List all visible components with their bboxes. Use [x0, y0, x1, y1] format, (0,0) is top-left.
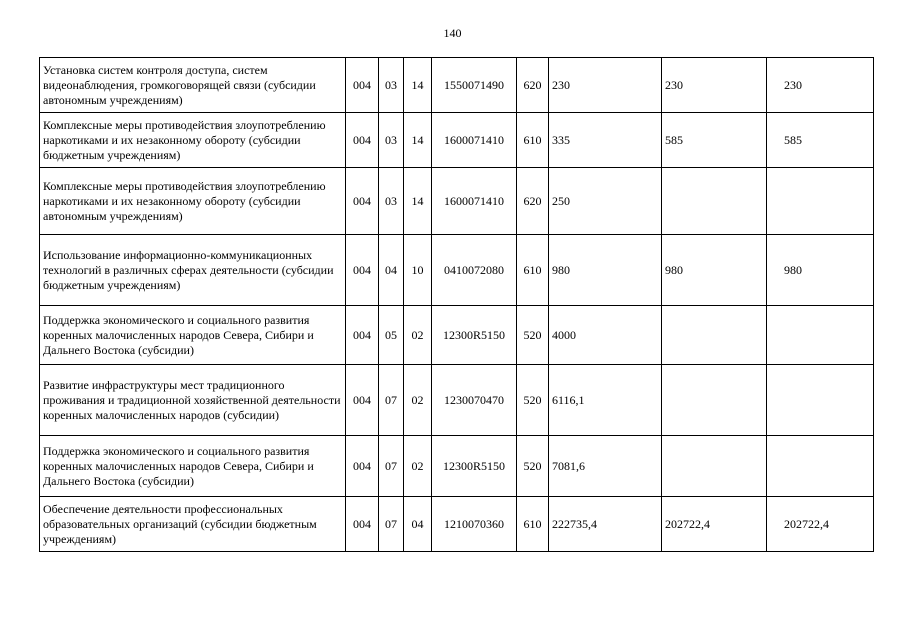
- sum-year-3: 202722,4: [767, 497, 874, 552]
- ministry-code: 004: [346, 58, 379, 113]
- sum-year-2: 585: [662, 113, 767, 168]
- target-article-code: 1600071410: [432, 113, 517, 168]
- table-row: [40, 497, 874, 552]
- ministry-code: 004: [346, 497, 379, 552]
- ministry-code: 004: [346, 365, 379, 436]
- section-code: 03: [379, 168, 404, 235]
- sum-year-2: [662, 168, 767, 235]
- expense-type-code: 520: [517, 365, 549, 436]
- expense-type-code: 620: [517, 168, 549, 235]
- row-name: Обеспечение деятельности профессиональных образовательных организаций (субсидии бюджетным учреждениям): [40, 497, 346, 552]
- expense-type-code: 610: [517, 235, 549, 306]
- section-code: 07: [379, 365, 404, 436]
- ministry-code: 004: [346, 235, 379, 306]
- target-article-code: 12300R5150: [432, 306, 517, 365]
- target-article-code: 1550071490: [432, 58, 517, 113]
- table-row: [40, 168, 874, 235]
- section-code: 07: [379, 436, 404, 497]
- table-body: [40, 58, 874, 552]
- target-article-code: 1600071410: [432, 168, 517, 235]
- expense-type-code: 620: [517, 58, 549, 113]
- target-article-code: 12300R5150: [432, 436, 517, 497]
- row-name: Развитие инфраструктуры мест традиционного проживания и традиционной хозяйственной деятельности коренных малочисленных народов (субсидии): [40, 365, 346, 436]
- table-row: [40, 235, 874, 306]
- row-name: Комплексные меры противодействия злоупотреблению наркотиками и их незаконному обороту (субсидии бюджетным учреждениям): [40, 113, 346, 168]
- target-article-code: 1210070360: [432, 497, 517, 552]
- table-row: [40, 113, 874, 168]
- sum-year-3: 585: [767, 113, 874, 168]
- sum-year-1: 4000: [549, 306, 662, 365]
- row-name: Комплексные меры противодействия злоупотреблению наркотиками и их незаконному обороту (субсидии автономным учреждениям): [40, 168, 346, 235]
- sum-year-2: [662, 365, 767, 436]
- subsection-code: 02: [404, 306, 432, 365]
- sum-year-3: [767, 365, 874, 436]
- subsection-code: 02: [404, 365, 432, 436]
- section-code: 04: [379, 235, 404, 306]
- expense-type-code: 610: [517, 497, 549, 552]
- ministry-code: 004: [346, 113, 379, 168]
- sum-year-3: [767, 306, 874, 365]
- sum-year-1: 335: [549, 113, 662, 168]
- sum-year-3: [767, 436, 874, 497]
- subsection-code: 10: [404, 235, 432, 306]
- sum-year-1: 222735,4: [549, 497, 662, 552]
- section-code: 07: [379, 497, 404, 552]
- sum-year-3: 230: [767, 58, 874, 113]
- ministry-code: 004: [346, 168, 379, 235]
- expense-type-code: 520: [517, 436, 549, 497]
- row-name: Поддержка экономического и социального развития коренных малочисленных народов Севера, Сибири и Дальнего Востока (субсидии): [40, 436, 346, 497]
- expense-type-code: 520: [517, 306, 549, 365]
- subsection-code: 14: [404, 58, 432, 113]
- subsection-code: 02: [404, 436, 432, 497]
- target-article-code: 0410072080: [432, 235, 517, 306]
- section-code: 03: [379, 113, 404, 168]
- row-name: Поддержка экономического и социального развития коренных малочисленных народов Севера, Сибири и Дальнего Востока (субсидии): [40, 306, 346, 365]
- target-article-code: 1230070470: [432, 365, 517, 436]
- sum-year-1: 230: [549, 58, 662, 113]
- sum-year-3: 980: [767, 235, 874, 306]
- sum-year-2: 980: [662, 235, 767, 306]
- budget-table: [39, 57, 874, 552]
- expense-type-code: 610: [517, 113, 549, 168]
- sum-year-2: [662, 436, 767, 497]
- subsection-code: 14: [404, 113, 432, 168]
- sum-year-1: 7081,6: [549, 436, 662, 497]
- ministry-code: 004: [346, 436, 379, 497]
- sum-year-2: [662, 306, 767, 365]
- table-row: [40, 58, 874, 113]
- sum-year-1: 980: [549, 235, 662, 306]
- subsection-code: 14: [404, 168, 432, 235]
- sum-year-1: 6116,1: [549, 365, 662, 436]
- table-row: [40, 436, 874, 497]
- sum-year-3: [767, 168, 874, 235]
- section-code: 05: [379, 306, 404, 365]
- ministry-code: 004: [346, 306, 379, 365]
- subsection-code: 04: [404, 497, 432, 552]
- page-number: 140: [443, 26, 462, 40]
- sum-year-2: 230: [662, 58, 767, 113]
- table-row: [40, 365, 874, 436]
- sum-year-2: 202722,4: [662, 497, 767, 552]
- table-row: [40, 306, 874, 365]
- sum-year-1: 250: [549, 168, 662, 235]
- row-name: Использование информационно-коммуникационных технологий в различных сферах деятельности (субсидии бюджетным учреждениям): [40, 235, 346, 306]
- row-name: Установка систем контроля доступа, систем видеонаблюдения, громкоговорящей связи (субсидии автономным учреждениям): [40, 58, 346, 113]
- section-code: 03: [379, 58, 404, 113]
